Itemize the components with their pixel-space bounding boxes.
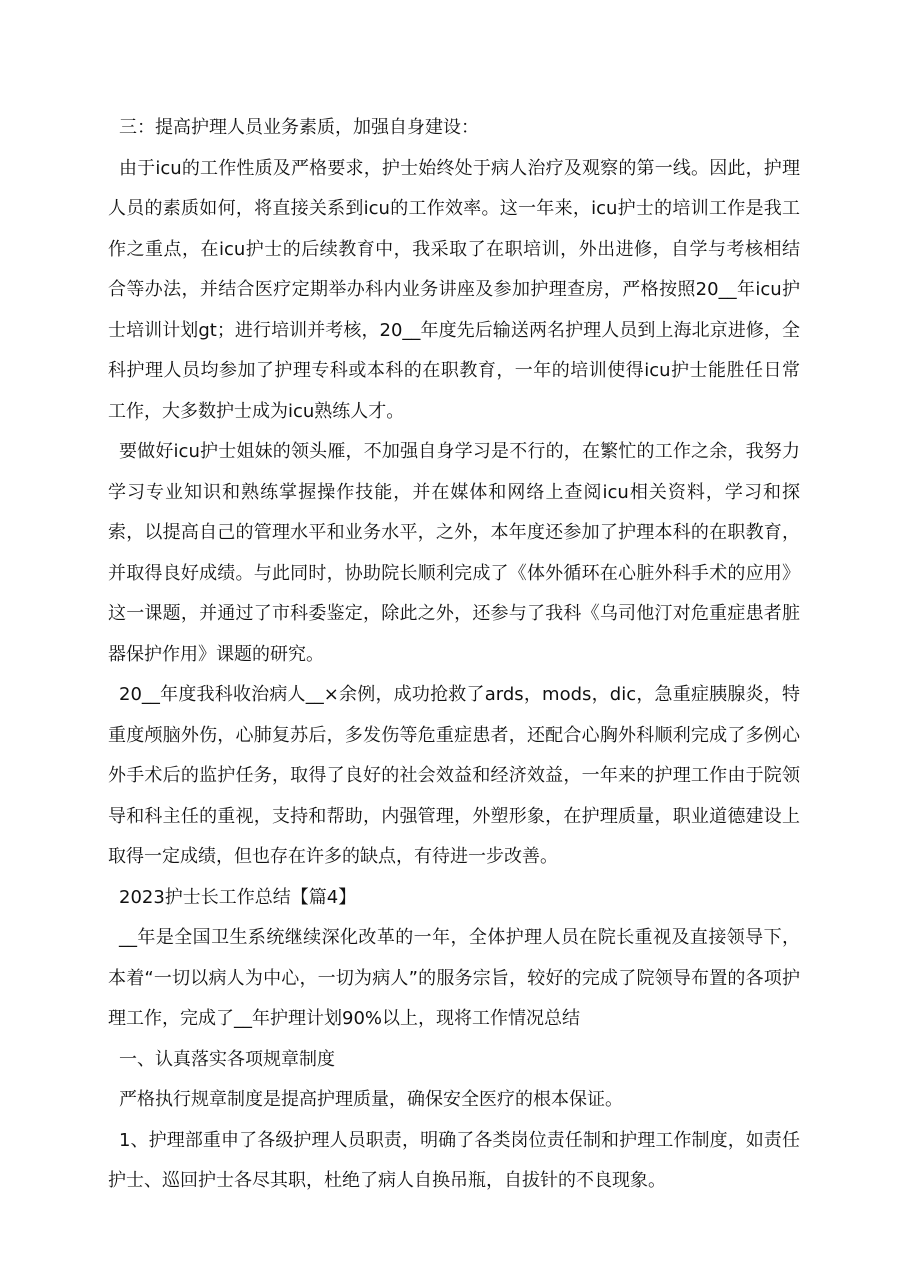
- article-heading-part-4: 2023护士长工作总结【篇4】: [119, 886, 357, 908]
- paragraph-rules-guarantee: 严格执行规章制度是提高护理质量，确保安全医疗的根本保证。: [119, 1089, 623, 1110]
- paragraph-year-overview: __年是全国卫生系统继续深化改革的一年，全体护理人员在院长重视及直接领导下，本着“一切以病人为中心，一切为病人”的服务宗旨，较好的完成了院领导布置的各项护理工作，完成了__年护理计划90%以上，现将工作情况总结: [108, 927, 800, 1029]
- document-body: [108, 108, 800, 1202]
- paragraph-icu-training: 由于icu的工作性质及严格要求，护士始终处于病人治疗及观察的第一线。因此，护理人员的素质如何，将直接关系到icu的工作效率。这一年来，icu护士的培训工作是我工作之重点，在icu护士的后续教育中，我采取了在职培训，外出进修，自学与考核相结合等办法，并结合医疗定期举办科内业务讲座及参加护理查房，严格按照20__年icu护士培训计划gt；进行培训并考核，20__年度先后输送两名护理人员到上海北京进修，全科护理人员均参加了护理专科或本科的在职教育，一年的培训使得icu护士能胜任日常工作，大多数护士成为icu熟练人才。: [108, 157, 800, 422]
- paragraph-self-study: 要做好icu护士姐妹的领头雁，不加强自身学习是不行的，在繁忙的工作之余，我努力学习专业知识和熟练掌握操作技能，并在媒体和网络上查阅icu相关资料，学习和探索，以提高自己的管理水平和业务水平，之外，本年度还参加了护理本科的在职教育，并取得良好成绩。与此同时，协助院长顺利完成了《体外循环在心脏外科手术的应用》这一课题，并通过了市科委鉴定，除此之外，还参与了我科《乌司他汀对危重症患者脏器保护作用》课题的研究。: [108, 441, 800, 665]
- section-heading-improve-quality: 三：提高护理人员业务素质，加强自身建设：: [119, 117, 479, 138]
- paragraph-annual-results: 20__年度我科收治病人__×余例，成功抢救了ards，mods，dic，急重症胰腺炎，特重度颅脑外伤，心肺复苏后，多发伤等危重症患者，还配合心胸外科顺利完成了多例心外手术后的监护任务，取得了良好的社会效益和经济效益，一年来的护理工作由于院领导和科主任的重视，支持和帮助，内强管理，外塑形象，在护理质量，职业道德建设上取得一定成绩，但也存在许多的缺点，有待进一步改善。: [108, 684, 800, 867]
- paragraph-duties-item-1: 1、护理部重申了各级护理人员职责，明确了各类岗位责任制和护理工作制度，如责任护士、巡回护士各尽其职，杜绝了病人自换吊瓶，自拔针的不良现象。: [108, 1129, 800, 1191]
- section-heading-rules: 一、认真落实各项规章制度: [119, 1048, 335, 1070]
